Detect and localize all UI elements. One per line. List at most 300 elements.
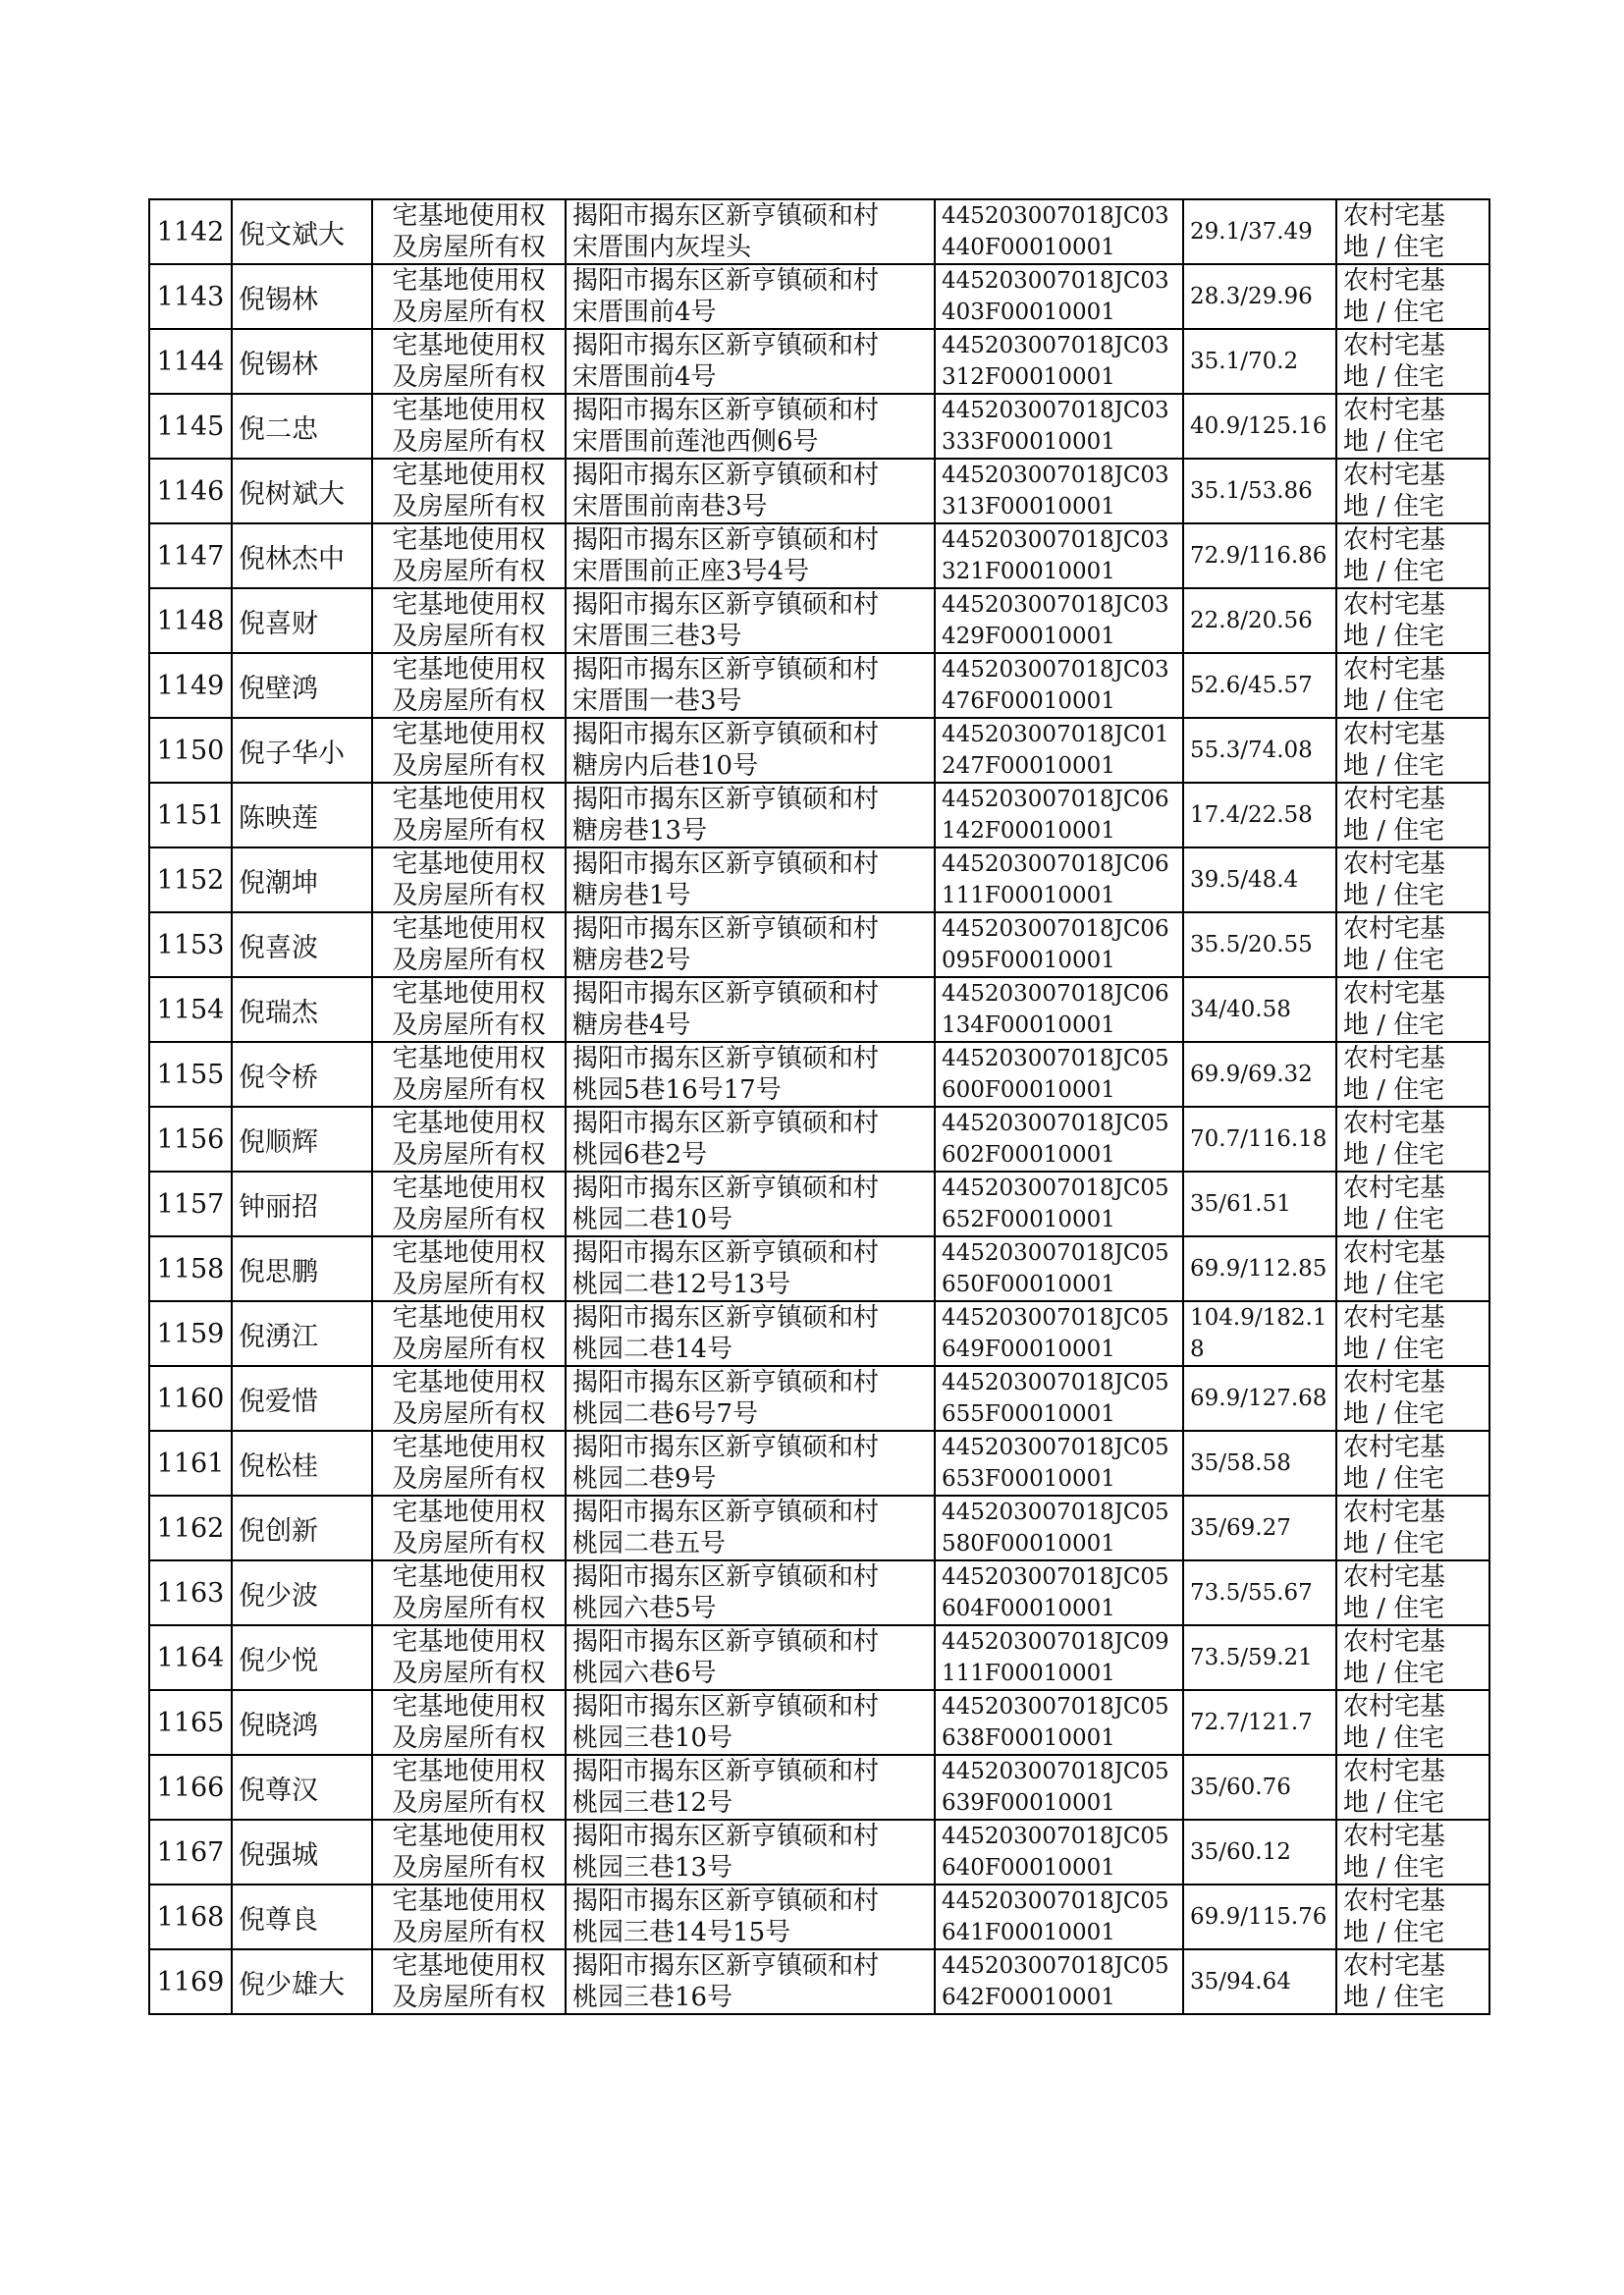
- address-line-1: 揭阳市揭东区新亨镇硕和村: [572, 785, 880, 814]
- owner-name: 倪壁鸿: [239, 673, 318, 704]
- row-number: 1146: [156, 475, 225, 507]
- address-line-2: 桃园二巷14号: [572, 1335, 733, 1364]
- owner-name: 倪文斌大: [239, 219, 345, 250]
- land-use-line-1: 农村宅基: [1343, 525, 1446, 555]
- table-row: [149, 718, 1489, 783]
- table-row: [149, 1690, 1489, 1755]
- address-line-1: 揭阳市揭东区新亨镇硕和村: [572, 461, 880, 490]
- land-use-line-1: 农村宅基: [1343, 1303, 1446, 1333]
- parcel-code-cell: [935, 1560, 1183, 1625]
- area-cell: [1183, 847, 1336, 912]
- owner-name: 倪二忠: [239, 413, 318, 445]
- parcel-code-cell: [935, 1690, 1183, 1755]
- address-cell: [566, 1042, 935, 1107]
- land-use-line-2: 地 / 住宅: [1343, 557, 1445, 586]
- land-use-cell: [1336, 1690, 1489, 1755]
- row-number: 1155: [156, 1059, 225, 1090]
- right-type-line-2: 及房屋所有权: [392, 1853, 546, 1883]
- owner-name: 倪湧江: [239, 1321, 318, 1352]
- land-use-line-2: 地 / 住宅: [1343, 1270, 1445, 1299]
- address-line-1: 揭阳市揭东区新亨镇硕和村: [572, 201, 880, 231]
- parcel-code: 445203007018JC05600F00010001: [942, 1046, 1169, 1103]
- right-type-cell: [372, 199, 566, 264]
- land-use-line-2: 地 / 住宅: [1343, 1918, 1445, 1947]
- address-line-2: 宋厝围前4号: [572, 362, 717, 392]
- right-type-line-2: 及房屋所有权: [392, 492, 546, 521]
- land-use-line-2: 地 / 住宅: [1343, 1853, 1445, 1883]
- address-line-1: 揭阳市揭东区新亨镇硕和村: [572, 331, 880, 360]
- land-use-line-2: 地 / 住宅: [1343, 298, 1445, 327]
- parcel-code: 445203007018JC06134F00010001: [942, 981, 1169, 1038]
- area-cell: [1183, 1755, 1336, 1820]
- owner-name-cell: [232, 394, 372, 459]
- right-type-cell: [372, 1172, 566, 1236]
- address-line-1: 揭阳市揭东区新亨镇硕和村: [572, 849, 880, 879]
- parcel-code-cell: [935, 1949, 1183, 2014]
- row-number: 1142: [156, 216, 225, 247]
- parcel-code-cell: [935, 523, 1183, 588]
- address-line-1: 揭阳市揭东区新亨镇硕和村: [572, 914, 880, 944]
- owner-name-cell: [232, 1690, 372, 1755]
- area-value: 70.7/116.18: [1190, 1126, 1327, 1152]
- address-line-2: 桃园六巷6号: [572, 1659, 717, 1688]
- address-cell: [566, 653, 935, 718]
- area-value: 35/61.51: [1190, 1191, 1291, 1217]
- land-use-line-1: 农村宅基: [1343, 1238, 1446, 1268]
- parcel-code: 445203007018JC03312F00010001: [942, 333, 1169, 390]
- row-number-cell: [149, 1949, 232, 2014]
- owner-name: 倪强城: [239, 1839, 318, 1871]
- land-use-line-2: 地 / 住宅: [1343, 946, 1445, 975]
- registry-table: [148, 198, 1490, 2015]
- parcel-code-cell: [935, 394, 1183, 459]
- owner-name-cell: [232, 1172, 372, 1236]
- right-type-line-1: 宅基地使用权: [392, 590, 546, 620]
- parcel-code-cell: [935, 1755, 1183, 1820]
- address-line-2: 桃园三巷14号15号: [572, 1918, 791, 1947]
- area-cell: [1183, 653, 1336, 718]
- row-number-cell: [149, 1431, 232, 1496]
- row-number: 1143: [156, 281, 225, 312]
- address-line-2: 宋厝围三巷3号: [572, 622, 742, 651]
- address-line-2: 宋厝围前南巷3号: [572, 492, 768, 521]
- right-type-cell: [372, 1042, 566, 1107]
- address-line-1: 揭阳市揭东区新亨镇硕和村: [572, 1368, 880, 1397]
- table-row: [149, 1885, 1489, 1949]
- row-number: 1165: [156, 1707, 225, 1738]
- right-type-line-1: 宅基地使用权: [392, 331, 546, 360]
- land-use-line-2: 地 / 住宅: [1343, 1011, 1445, 1040]
- address-cell: [566, 718, 935, 783]
- land-use-cell: [1336, 1949, 1489, 2014]
- parcel-code: 445203007018JC05655F00010001: [942, 1370, 1169, 1427]
- right-type-line-2: 及房屋所有权: [392, 1399, 546, 1429]
- land-use-cell: [1336, 1172, 1489, 1236]
- address-line-2: 桃园二巷10号: [572, 1205, 733, 1234]
- address-line-1: 揭阳市揭东区新亨镇硕和村: [572, 1886, 880, 1916]
- right-type-cell: [372, 1820, 566, 1885]
- parcel-code: 445203007018JC01247F00010001: [942, 722, 1169, 779]
- right-type-line-1: 宅基地使用权: [392, 1692, 546, 1721]
- address-cell: [566, 199, 935, 264]
- owner-name: 倪思鹏: [239, 1256, 318, 1287]
- land-use-line-1: 农村宅基: [1343, 785, 1446, 814]
- address-line-2: 桃园三巷12号: [572, 1788, 733, 1818]
- area-cell: [1183, 588, 1336, 653]
- parcel-code: 445203007018JC09111F00010001: [942, 1629, 1169, 1686]
- right-type-line-2: 及房屋所有权: [392, 1464, 546, 1494]
- row-number-cell: [149, 394, 232, 459]
- parcel-code-cell: [935, 1820, 1183, 1885]
- address-line-2: 糖房巷13号: [572, 816, 708, 846]
- parcel-code: 445203007018JC03403F00010001: [942, 268, 1169, 325]
- parcel-code-cell: [935, 718, 1183, 783]
- land-use-cell: [1336, 1496, 1489, 1560]
- parcel-code-cell: [935, 459, 1183, 523]
- parcel-code: 445203007018JC05652F00010001: [942, 1175, 1169, 1232]
- address-line-1: 揭阳市揭东区新亨镇硕和村: [572, 1692, 880, 1721]
- right-type-cell: [372, 1755, 566, 1820]
- table-row: [149, 1366, 1489, 1431]
- area-value: 35/94.64: [1190, 1969, 1291, 1994]
- land-use-line-1: 农村宅基: [1343, 979, 1446, 1009]
- land-use-cell: [1336, 977, 1489, 1042]
- parcel-code-cell: [935, 1431, 1183, 1496]
- right-type-line-1: 宅基地使用权: [392, 201, 546, 231]
- area-value: 72.7/121.7: [1190, 1710, 1313, 1735]
- row-number: 1151: [156, 799, 225, 831]
- address-line-1: 揭阳市揭东区新亨镇硕和村: [572, 1498, 880, 1527]
- area-value: 28.3/29.96: [1190, 284, 1313, 309]
- row-number: 1162: [156, 1512, 225, 1544]
- address-line-1: 揭阳市揭东区新亨镇硕和村: [572, 1757, 880, 1786]
- area-cell: [1183, 394, 1336, 459]
- area-cell: [1183, 1690, 1336, 1755]
- row-number-cell: [149, 329, 232, 394]
- table-row: [149, 1560, 1489, 1625]
- table-row: [149, 1431, 1489, 1496]
- land-use-line-1: 农村宅基: [1343, 1174, 1446, 1203]
- area-value: 69.9/69.32: [1190, 1062, 1313, 1087]
- right-type-cell: [372, 264, 566, 329]
- address-line-2: 桃园5巷16号17号: [572, 1075, 782, 1105]
- area-value: 22.8/20.56: [1190, 608, 1313, 633]
- right-type-line-2: 及房屋所有权: [392, 622, 546, 651]
- land-use-line-1: 农村宅基: [1343, 1757, 1446, 1786]
- land-use-line-2: 地 / 住宅: [1343, 1464, 1445, 1494]
- area-value: 55.3/74.08: [1190, 738, 1313, 763]
- address-line-2: 桃园三巷10号: [572, 1723, 733, 1753]
- table-row: [149, 264, 1489, 329]
- address-cell: [566, 1172, 935, 1236]
- land-use-cell: [1336, 199, 1489, 264]
- land-use-line-2: 地 / 住宅: [1343, 881, 1445, 910]
- area-value: 35/60.76: [1190, 1775, 1291, 1800]
- row-number: 1150: [156, 735, 225, 766]
- owner-name-cell: [232, 199, 372, 264]
- address-line-1: 揭阳市揭东区新亨镇硕和村: [572, 1044, 880, 1073]
- owner-name-cell: [232, 912, 372, 977]
- right-type-line-2: 及房屋所有权: [392, 233, 546, 262]
- land-use-line-1: 农村宅基: [1343, 331, 1446, 360]
- table-row: [149, 977, 1489, 1042]
- area-value: 73.5/55.67: [1190, 1580, 1313, 1606]
- land-use-cell: [1336, 523, 1489, 588]
- right-type-line-2: 及房屋所有权: [392, 1723, 546, 1753]
- parcel-code: 445203007018JC03440F00010001: [942, 203, 1169, 260]
- land-use-cell: [1336, 1236, 1489, 1301]
- owner-name-cell: [232, 588, 372, 653]
- land-use-cell: [1336, 1042, 1489, 1107]
- table-row: [149, 1301, 1489, 1366]
- row-number-cell: [149, 912, 232, 977]
- owner-name: 倪少波: [239, 1580, 318, 1612]
- owner-name: 倪锡林: [239, 349, 318, 380]
- right-type-cell: [372, 1690, 566, 1755]
- parcel-code-cell: [935, 1625, 1183, 1690]
- row-number-cell: [149, 1755, 232, 1820]
- area-cell: [1183, 264, 1336, 329]
- address-cell: [566, 1625, 935, 1690]
- address-line-2: 宋厝围内灰埕头: [572, 233, 752, 262]
- table-row: [149, 1107, 1489, 1172]
- land-use-line-1: 农村宅基: [1343, 1692, 1446, 1721]
- right-type-cell: [372, 912, 566, 977]
- land-use-line-1: 农村宅基: [1343, 1627, 1446, 1657]
- area-value: 40.9/125.16: [1190, 413, 1327, 439]
- right-type-line-1: 宅基地使用权: [392, 1368, 546, 1397]
- row-number-cell: [149, 783, 232, 847]
- owner-name: 倪林杰中: [239, 543, 345, 574]
- owner-name: 倪创新: [239, 1515, 318, 1547]
- land-use-line-2: 地 / 住宅: [1343, 1659, 1445, 1688]
- right-type-line-2: 及房屋所有权: [392, 881, 546, 910]
- right-type-line-1: 宅基地使用权: [392, 1044, 546, 1073]
- row-number-cell: [149, 459, 232, 523]
- right-type-line-1: 宅基地使用权: [392, 1627, 546, 1657]
- row-number-cell: [149, 1236, 232, 1301]
- parcel-code-cell: [935, 1042, 1183, 1107]
- row-number-cell: [149, 1690, 232, 1755]
- area-value: 72.9/116.86: [1190, 543, 1327, 569]
- area-value: 104.9/182.18: [1190, 1305, 1327, 1362]
- row-number-cell: [149, 1885, 232, 1949]
- land-use-line-2: 地 / 住宅: [1343, 362, 1445, 392]
- right-type-line-1: 宅基地使用权: [392, 785, 546, 814]
- owner-name-cell: [232, 1301, 372, 1366]
- land-use-line-2: 地 / 住宅: [1343, 1788, 1445, 1818]
- area-value: 73.5/59.21: [1190, 1645, 1313, 1670]
- land-use-line-1: 农村宅基: [1343, 655, 1446, 684]
- land-use-line-2: 地 / 住宅: [1343, 427, 1445, 457]
- area-value: 35/60.12: [1190, 1839, 1291, 1865]
- row-number: 1161: [156, 1448, 225, 1479]
- table-row: [149, 783, 1489, 847]
- area-cell: [1183, 523, 1336, 588]
- owner-name: 倪少雄大: [239, 1969, 345, 2000]
- right-type-line-2: 及房屋所有权: [392, 1205, 546, 1234]
- right-type-line-1: 宅基地使用权: [392, 1498, 546, 1527]
- parcel-code: 445203007018JC05649F00010001: [942, 1305, 1169, 1362]
- address-cell: [566, 329, 935, 394]
- parcel-code-cell: [935, 653, 1183, 718]
- owner-name-cell: [232, 1885, 372, 1949]
- row-number-cell: [149, 199, 232, 264]
- row-number-cell: [149, 1301, 232, 1366]
- right-type-cell: [372, 1496, 566, 1560]
- parcel-code: 445203007018JC05653F00010001: [942, 1435, 1169, 1492]
- address-cell: [566, 1755, 935, 1820]
- parcel-code: 445203007018JC06142F00010001: [942, 787, 1169, 844]
- right-type-cell: [372, 1885, 566, 1949]
- row-number: 1164: [156, 1642, 225, 1673]
- owner-name: 倪瑞杰: [239, 997, 318, 1028]
- row-number: 1160: [156, 1383, 225, 1414]
- right-type-line-2: 及房屋所有权: [392, 362, 546, 392]
- area-cell: [1183, 1949, 1336, 2014]
- address-line-2: 宋厝围前莲池西侧6号: [572, 427, 819, 457]
- address-line-1: 揭阳市揭东区新亨镇硕和村: [572, 1303, 880, 1333]
- right-type-line-1: 宅基地使用权: [392, 1238, 546, 1268]
- table-row: [149, 588, 1489, 653]
- right-type-line-2: 及房屋所有权: [392, 751, 546, 781]
- registry-table-body: [149, 199, 1489, 2014]
- land-use-cell: [1336, 1755, 1489, 1820]
- table-row: [149, 1236, 1489, 1301]
- land-use-line-1: 农村宅基: [1343, 1109, 1446, 1138]
- address-line-2: 糖房巷1号: [572, 881, 691, 910]
- right-type-line-1: 宅基地使用权: [392, 655, 546, 684]
- address-line-1: 揭阳市揭东区新亨镇硕和村: [572, 1951, 880, 1981]
- owner-name-cell: [232, 718, 372, 783]
- right-type-line-1: 宅基地使用权: [392, 1109, 546, 1138]
- address-cell: [566, 1885, 935, 1949]
- area-cell: [1183, 1236, 1336, 1301]
- right-type-line-2: 及房屋所有权: [392, 1270, 546, 1299]
- table-row: [149, 912, 1489, 977]
- table-row: [149, 1755, 1489, 1820]
- land-use-cell: [1336, 1107, 1489, 1172]
- address-cell: [566, 1949, 935, 2014]
- land-use-cell: [1336, 653, 1489, 718]
- parcel-code: 445203007018JC05604F00010001: [942, 1564, 1169, 1621]
- owner-name: 倪少悦: [239, 1645, 318, 1676]
- address-line-2: 桃园二巷6号7号: [572, 1399, 759, 1429]
- area-cell: [1183, 1107, 1336, 1172]
- address-line-1: 揭阳市揭东区新亨镇硕和村: [572, 1627, 880, 1657]
- row-number: 1157: [156, 1188, 225, 1220]
- land-use-cell: [1336, 847, 1489, 912]
- owner-name-cell: [232, 1236, 372, 1301]
- owner-name: 倪顺辉: [239, 1126, 318, 1158]
- area-value: 29.1/37.49: [1190, 219, 1313, 245]
- owner-name-cell: [232, 847, 372, 912]
- area-cell: [1183, 1625, 1336, 1690]
- parcel-code: 445203007018JC05580F00010001: [942, 1500, 1169, 1557]
- address-cell: [566, 1431, 935, 1496]
- area-value: 39.5/48.4: [1190, 867, 1299, 893]
- right-type-cell: [372, 847, 566, 912]
- land-use-line-2: 地 / 住宅: [1343, 751, 1445, 781]
- right-type-line-1: 宅基地使用权: [392, 461, 546, 490]
- address-line-1: 揭阳市揭东区新亨镇硕和村: [572, 1238, 880, 1268]
- owner-name: 倪松桂: [239, 1450, 318, 1482]
- land-use-line-2: 地 / 住宅: [1343, 1723, 1445, 1753]
- land-use-cell: [1336, 718, 1489, 783]
- owner-name: 倪潮坤: [239, 867, 318, 899]
- right-type-cell: [372, 588, 566, 653]
- table-row: [149, 1496, 1489, 1560]
- right-type-line-1: 宅基地使用权: [392, 1562, 546, 1592]
- parcel-code: 445203007018JC05639F00010001: [942, 1759, 1169, 1816]
- row-number: 1158: [156, 1253, 225, 1284]
- address-cell: [566, 1820, 935, 1885]
- address-line-2: 桃园二巷12号13号: [572, 1270, 791, 1299]
- land-use-cell: [1336, 912, 1489, 977]
- owner-name-cell: [232, 1366, 372, 1431]
- row-number-cell: [149, 1560, 232, 1625]
- owner-name-cell: [232, 653, 372, 718]
- area-cell: [1183, 1172, 1336, 1236]
- address-line-1: 揭阳市揭东区新亨镇硕和村: [572, 590, 880, 620]
- table-row: [149, 459, 1489, 523]
- land-use-line-1: 农村宅基: [1343, 1886, 1446, 1916]
- right-type-line-1: 宅基地使用权: [392, 1822, 546, 1851]
- address-line-2: 糖房巷2号: [572, 946, 691, 975]
- land-use-line-1: 农村宅基: [1343, 1822, 1446, 1851]
- right-type-line-2: 及房屋所有权: [392, 1659, 546, 1688]
- right-type-line-2: 及房屋所有权: [392, 816, 546, 846]
- land-use-cell: [1336, 1366, 1489, 1431]
- parcel-code-cell: [935, 912, 1183, 977]
- parcel-code-cell: [935, 1885, 1183, 1949]
- parcel-code-cell: [935, 588, 1183, 653]
- right-type-line-2: 及房屋所有权: [392, 946, 546, 975]
- land-use-line-1: 农村宅基: [1343, 461, 1446, 490]
- address-cell: [566, 1107, 935, 1172]
- address-cell: [566, 1496, 935, 1560]
- land-use-line-2: 地 / 住宅: [1343, 1075, 1445, 1105]
- owner-name-cell: [232, 264, 372, 329]
- address-line-1: 揭阳市揭东区新亨镇硕和村: [572, 1433, 880, 1462]
- row-number-cell: [149, 718, 232, 783]
- row-number-cell: [149, 1366, 232, 1431]
- area-cell: [1183, 329, 1336, 394]
- table-row: [149, 1172, 1489, 1236]
- parcel-code-cell: [935, 783, 1183, 847]
- row-number-cell: [149, 1625, 232, 1690]
- land-use-cell: [1336, 1301, 1489, 1366]
- row-number-cell: [149, 588, 232, 653]
- owner-name-cell: [232, 1107, 372, 1172]
- address-line-1: 揭阳市揭东区新亨镇硕和村: [572, 655, 880, 684]
- land-use-line-1: 农村宅基: [1343, 266, 1446, 296]
- land-use-cell: [1336, 588, 1489, 653]
- right-type-line-2: 及房屋所有权: [392, 427, 546, 457]
- land-use-line-1: 农村宅基: [1343, 914, 1446, 944]
- parcel-code: 445203007018JC05638F00010001: [942, 1694, 1169, 1751]
- area-value: 35.1/53.86: [1190, 478, 1313, 504]
- address-cell: [566, 1366, 935, 1431]
- parcel-code: 445203007018JC05640F00010001: [942, 1824, 1169, 1881]
- address-cell: [566, 847, 935, 912]
- right-type-cell: [372, 394, 566, 459]
- right-type-line-1: 宅基地使用权: [392, 1174, 546, 1203]
- address-line-1: 揭阳市揭东区新亨镇硕和村: [572, 266, 880, 296]
- row-number-cell: [149, 1496, 232, 1560]
- address-cell: [566, 1690, 935, 1755]
- right-type-cell: [372, 783, 566, 847]
